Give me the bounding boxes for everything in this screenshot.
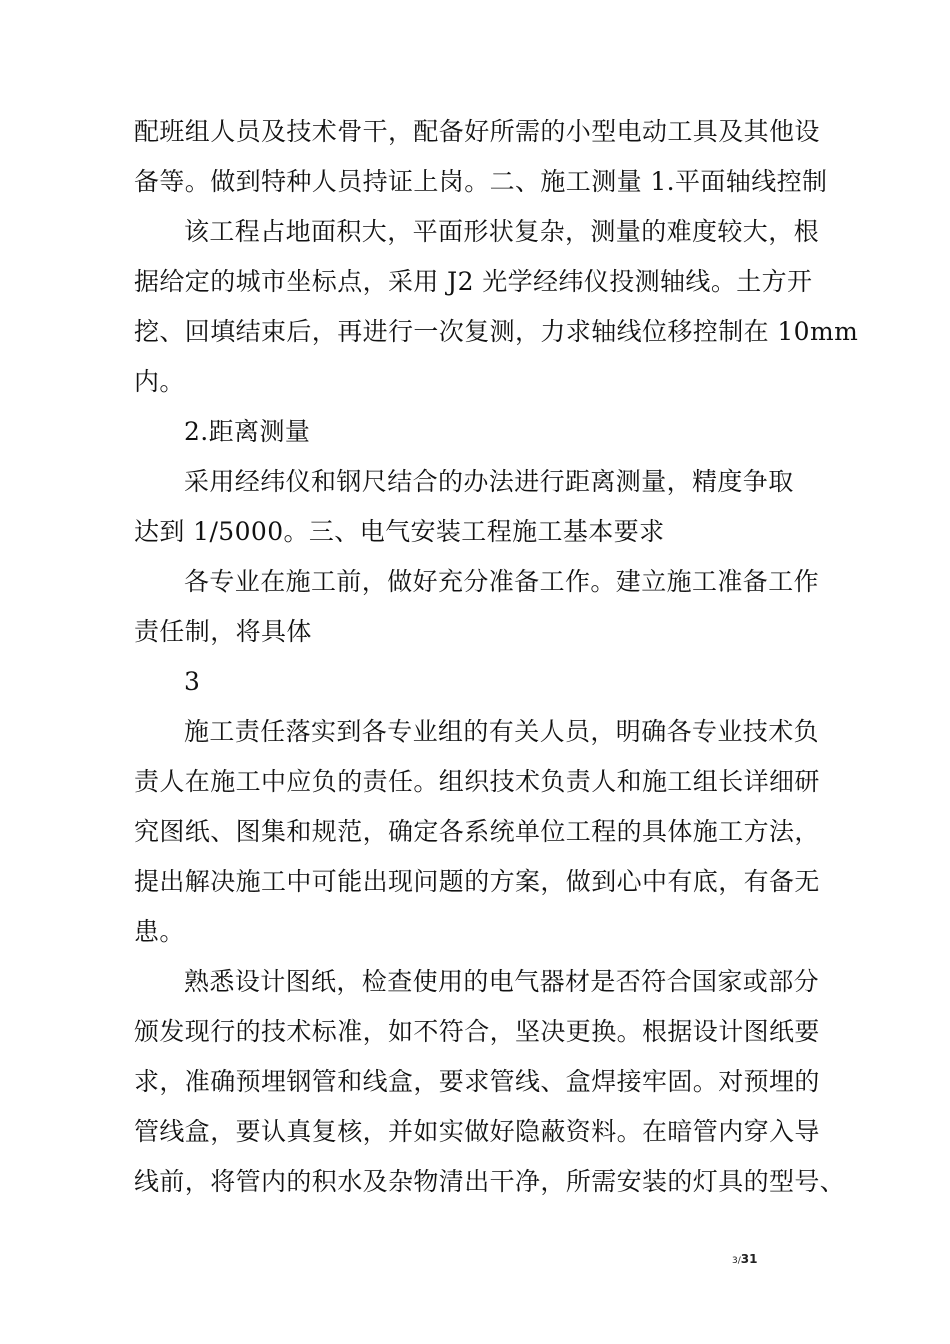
text-line-4: 据给定的城市坐标点，采用 J2 光学经纬仪投测轴线。土方开 [134, 267, 813, 296]
text-line-9: 达到 1/5000。三、电气安装工程施工基本要求 [134, 517, 665, 546]
text-line-17: 患。 [134, 917, 185, 946]
text-line-18: 熟悉设计图纸，检查使用的电气器材是否符合国家或部分 [184, 967, 820, 996]
text-line-6: 内。 [134, 367, 185, 396]
text-line-13: 施工责任落实到各专业组的有关人员，明确各专业技术负 [184, 717, 820, 746]
page-footer [732, 1252, 757, 1268]
text-line-22: 线前，将管内的积水及杂物清出干净，所需安装的灯具的型号、 [134, 1167, 846, 1196]
text-line-19: 颁发现行的技术标准，如不符合，坚决更换。根据设计图纸要 [134, 1017, 820, 1046]
inline-page-number: 3 [184, 667, 201, 696]
footer-page-total: 31 [740, 1252, 758, 1266]
text-line-1: 配班组人员及技术骨干，配备好所需的小型电动工具及其他设 [134, 117, 820, 146]
text-line-11: 责任制，将具体 [134, 617, 312, 646]
text-line-15: 究图纸、图集和规范，确定各系统单位工程的具体施工方法， [134, 817, 820, 846]
text-line-2: 备等。做到特种人员持证上岗。二、施工测量 1.平面轴线控制 [134, 167, 828, 196]
footer-page-current: 3 [732, 1256, 738, 1266]
text-line-3: 该工程占地面积大，平面形状复杂，测量的难度较大，根 [184, 217, 820, 246]
text-line-20: 求，准确预埋钢管和线盒，要求管线、盒焊接牢固。对预埋的 [134, 1067, 820, 1096]
text-line-8: 采用经纬仪和钢尺结合的办法进行距离测量，精度争取 [184, 467, 794, 496]
footer-page-separator: / [737, 1256, 741, 1266]
text-line-5: 挖、回填结束后，再进行一次复测，力求轴线位移控制在 10mm [134, 317, 859, 346]
text-line-14: 责人在施工中应负的责任。组织技术负责人和施工组长详细研 [134, 767, 820, 796]
text-line-16: 提出解决施工中可能出现问题的方案，做到心中有底，有备无 [134, 867, 820, 896]
section-heading-distance: 2.距离测量 [184, 417, 311, 446]
text-line-21: 管线盒，要认真复核，并如实做好隐蔽资料。在暗管内穿入导 [134, 1117, 820, 1146]
text-line-10: 各专业在施工前，做好充分准备工作。建立施工准备工作 [184, 567, 820, 596]
